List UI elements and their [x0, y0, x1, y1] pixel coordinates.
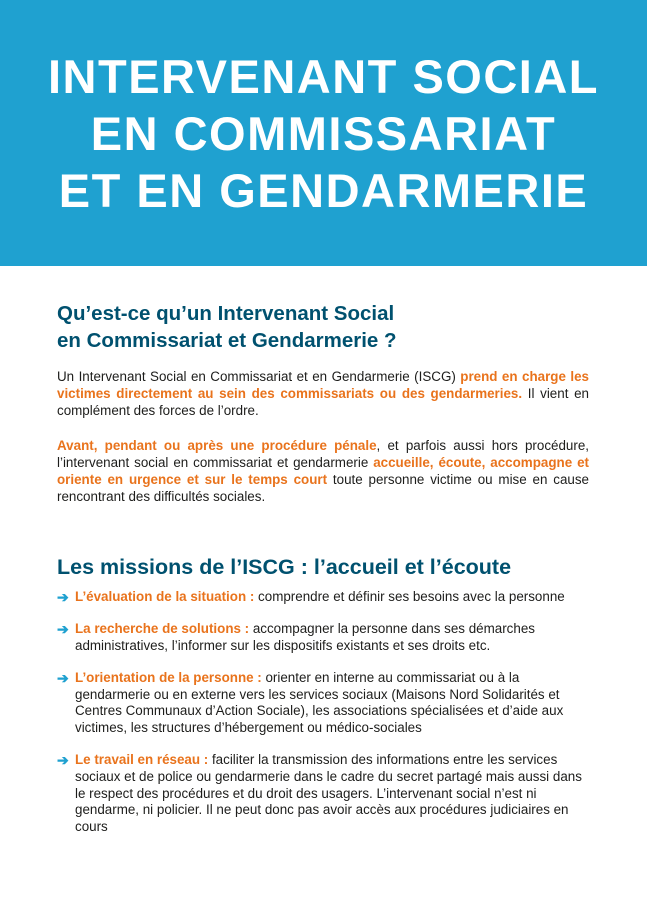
arrow-right-icon: ➔ — [57, 752, 69, 768]
title-banner — [0, 0, 647, 266]
mission-text: orienter en interne au commissariat ou à la gendarmerie ou en externe vers les services sociaux (Maisons Nord Solidarités et Centres Communaux d’Action Sociale), les associations spécialisées et d’aide aux victimes, les structures d’hébergement ou médico-sociales — [75, 669, 564, 736]
mission-text: accompagner la personne dans ses démarches administratives, l’informer sur les dispositifs existants et ses droits etc. — [75, 621, 535, 654]
mission-text: comprendre et définir ses besoins avec la personne — [254, 589, 565, 605]
section-heading-definition — [57, 300, 589, 354]
mission-label: La recherche de solutions : — [75, 621, 250, 637]
highlighted-text: Avant, pendant ou après une procédure pénale — [57, 437, 377, 453]
mission-label: L’évaluation de la situation : — [75, 589, 255, 605]
section-heading-missions: Les missions de l’ISCG : l’accueil et l’écoute — [57, 555, 512, 580]
page-title-line-1: INTERVENANT SOCIAL — [48, 49, 599, 103]
main-content — [57, 300, 589, 851]
heading-line-2: en Commissariat et Gendarmerie ? — [57, 329, 397, 352]
paragraph-text: Il vient en complément des forces de l’ordre. — [57, 386, 589, 419]
page-title-line-3: ET EN GENDARMERIE — [58, 163, 589, 217]
highlighted-text: accueille, écoute, accompagne et oriente en urgence et sur le temps court — [57, 454, 589, 488]
mission-label: Le travail en réseau : — [75, 752, 209, 767]
role-paragraph — [57, 437, 589, 506]
definition-paragraph — [57, 368, 589, 420]
mission-item — [57, 670, 589, 737]
arrow-right-icon: ➔ — [57, 621, 69, 638]
page-title-line-2: EN COMMISSARIAT — [90, 106, 557, 160]
mission-item — [57, 589, 589, 606]
highlighted-text: prend en charge les victimes directement au sein des commissariats ou des gendarmeries. — [57, 369, 589, 402]
arrow-right-icon: ➔ — [57, 669, 69, 686]
arrow-right-icon: ➔ — [57, 589, 69, 606]
missions-list — [57, 589, 589, 836]
mission-item — [57, 752, 589, 836]
heading-line-1: Qu’est-ce qu’un Intervenant Social — [57, 302, 395, 325]
mission-text: faciliter la transmission des informations entre les services sociaux et de police ou gendarmerie dans le cadre du secret partagé mais aussi dans le respect des procédures et du droit des usagers. L’intervenant social n’est ni gendarme, ni policier. Il ne peut donc pas avoir accès aux procédures judiciaires en cours — [75, 752, 582, 835]
mission-label: L’orientation de la personne : — [75, 669, 262, 685]
paragraph-text: toute personne victime ou mise en cause rencontrant des difficultés sociales. — [57, 472, 590, 505]
paragraph-text: Un Intervenant Social en Commissariat et en Gendarmerie (ISCG) — [57, 369, 461, 384]
mission-item — [57, 621, 589, 655]
paragraph-text: , et parfois aussi hors procédure, l’intervenant social en commissariat et gendarmerie — [57, 437, 589, 470]
